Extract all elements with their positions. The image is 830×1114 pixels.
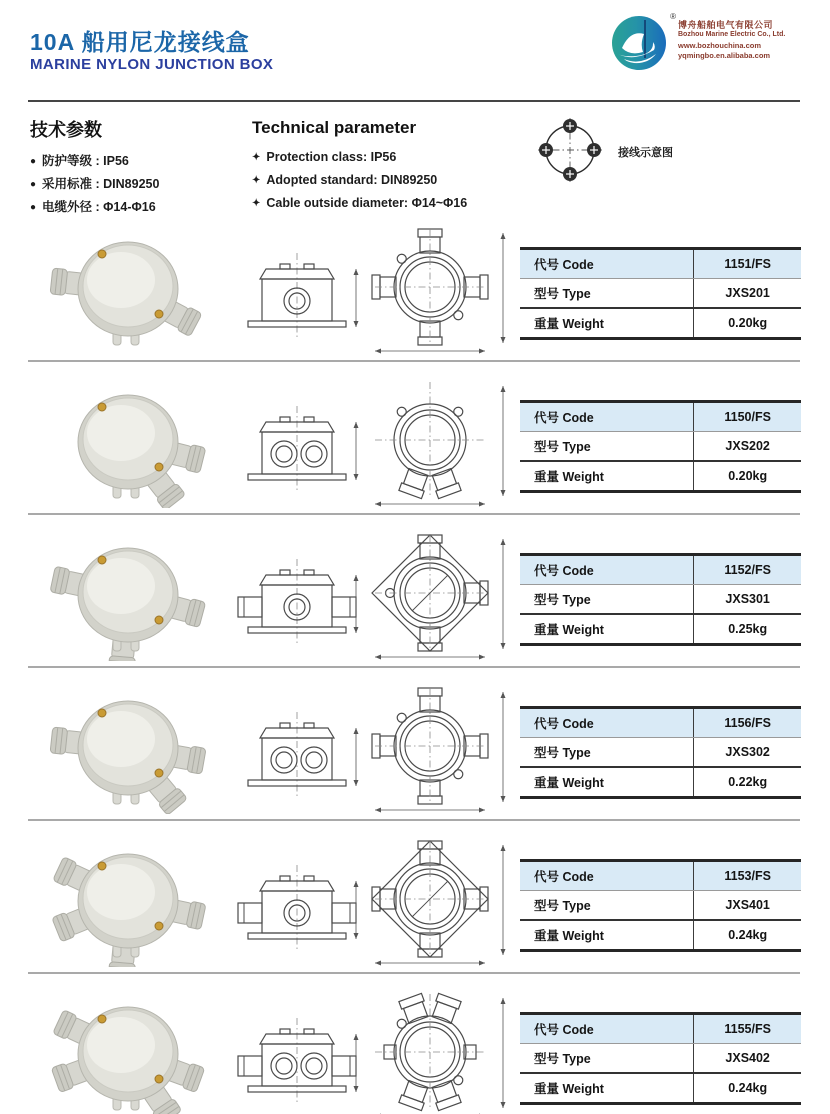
tech-params-english xyxy=(252,118,467,215)
dot-bullet-icon: ● xyxy=(30,179,37,190)
weight-value: 0.20kg xyxy=(728,316,768,330)
product-row xyxy=(0,668,830,821)
weight-label: 重量 Weight xyxy=(520,308,694,339)
param-item xyxy=(252,146,467,169)
page-title-english: MARINE NYLON JUNCTION BOX xyxy=(30,56,274,73)
diamond-bullet-icon: ✦ xyxy=(252,152,261,163)
weight-label: 重量 Weight xyxy=(520,614,694,645)
type-value: JXS401 xyxy=(694,891,801,921)
company-name-english: Bozhou Marine Electric Co., Ltd. xyxy=(678,31,786,39)
type-label: 型号 Type xyxy=(520,891,694,921)
spec-row-weight xyxy=(520,461,801,492)
product-list xyxy=(0,209,830,1114)
spec-row-type xyxy=(520,585,801,615)
tech-params-heading-cn: 技术参数 xyxy=(30,120,102,140)
company-alibaba-url: yqmingbo.en.alibaba.com xyxy=(678,51,771,61)
product-photo xyxy=(28,990,228,1114)
wiring-schematic-label: 接线示意图 xyxy=(618,147,673,159)
side-view-drawing xyxy=(232,861,362,953)
spec-row-type xyxy=(520,279,801,309)
wiring-schematic-icon xyxy=(536,116,604,189)
code-label: 代号 Code xyxy=(520,861,694,891)
type-value: JXS302 xyxy=(694,738,801,768)
spec-table xyxy=(520,400,801,493)
weight-value: 0.25kg xyxy=(728,622,768,636)
type-label: 型号 Type xyxy=(520,585,694,615)
company-name-chinese: 博舟船舶电气有限公司 xyxy=(678,20,774,30)
spec-table xyxy=(520,706,801,799)
side-view-drawing xyxy=(232,249,362,341)
diamond-bullet-icon: ✦ xyxy=(252,175,261,186)
weight-label: 重量 Weight xyxy=(520,920,694,951)
type-label: 型号 Type xyxy=(520,432,694,462)
side-view-drawing xyxy=(232,402,362,494)
param-item xyxy=(30,150,159,173)
code-value: 1156/FS xyxy=(694,708,801,738)
spec-row-code xyxy=(520,249,801,279)
code-label: 代号 Code xyxy=(520,708,694,738)
code-value: 1151/FS xyxy=(694,249,801,279)
registered-trademark: ® xyxy=(670,12,676,21)
type-label: 型号 Type xyxy=(520,279,694,309)
type-value: JXS301 xyxy=(694,585,801,615)
type-value: JXS201 xyxy=(694,279,801,309)
spec-table xyxy=(520,553,801,646)
code-value: 1152/FS xyxy=(694,555,801,585)
dot-bullet-icon: ● xyxy=(30,156,37,167)
side-view-drawing xyxy=(232,555,362,647)
side-view-drawing xyxy=(232,708,362,800)
page-title-chinese: 10A 船用尼龙接线盒 xyxy=(30,29,250,55)
spec-table xyxy=(520,247,801,340)
header-divider xyxy=(28,100,800,102)
code-label: 代号 Code xyxy=(520,1014,694,1044)
sailboat-logo-icon xyxy=(610,12,676,80)
code-label: 代号 Code xyxy=(520,249,694,279)
weight-value: 0.24kg xyxy=(728,928,768,942)
weight-label: 重量 Weight xyxy=(520,461,694,492)
spec-row-type xyxy=(520,738,801,768)
product-photo xyxy=(28,531,228,661)
tech-params-heading-en: Technical parameter xyxy=(252,118,417,137)
top-view-drawing xyxy=(355,990,515,1114)
top-view-drawing xyxy=(355,225,515,355)
logo-text-block xyxy=(678,14,785,61)
diamond-bullet-icon: ✦ xyxy=(252,198,261,209)
spec-row-weight xyxy=(520,308,801,339)
side-view-drawing xyxy=(232,1014,362,1106)
param-item xyxy=(252,169,467,192)
top-view-drawing xyxy=(355,684,515,814)
spec-row-code xyxy=(520,708,801,738)
spec-row-weight xyxy=(520,614,801,645)
type-label: 型号 Type xyxy=(520,1044,694,1074)
param-standard-en: Adopted standard: DIN89250 xyxy=(266,173,438,187)
product-photo xyxy=(28,684,228,814)
code-label: 代号 Code xyxy=(520,402,694,432)
product-photo xyxy=(28,225,228,355)
spec-row-code xyxy=(520,402,801,432)
weight-value: 0.20kg xyxy=(728,469,768,483)
spec-table xyxy=(520,859,801,952)
product-row xyxy=(0,209,830,362)
code-value: 1153/FS xyxy=(694,861,801,891)
weight-label: 重量 Weight xyxy=(520,1073,694,1104)
code-value: 1155/FS xyxy=(694,1014,801,1044)
spec-row-type xyxy=(520,891,801,921)
code-label: 代号 Code xyxy=(520,555,694,585)
spec-row-code xyxy=(520,861,801,891)
spec-row-weight xyxy=(520,767,801,798)
product-row xyxy=(0,362,830,515)
type-label: 型号 Type xyxy=(520,738,694,768)
product-row xyxy=(0,821,830,974)
code-value: 1150/FS xyxy=(694,402,801,432)
spec-row-code xyxy=(520,1014,801,1044)
weight-label: 重量 Weight xyxy=(520,767,694,798)
top-view-drawing xyxy=(355,531,515,661)
type-value: JXS202 xyxy=(694,432,801,462)
dot-bullet-icon: ● xyxy=(30,202,37,213)
param-diameter-cn: 电缆外径 : Φ14-Φ16 xyxy=(42,200,156,214)
company-logo xyxy=(610,14,785,80)
product-photo xyxy=(28,837,228,967)
product-row xyxy=(0,515,830,668)
spec-row-weight xyxy=(520,920,801,951)
product-photo xyxy=(28,378,228,508)
spec-row-weight xyxy=(520,1073,801,1104)
top-view-drawing xyxy=(355,837,515,967)
param-item xyxy=(30,173,159,196)
param-standard-cn: 采用标准 : DIN89250 xyxy=(42,177,160,191)
weight-value: 0.22kg xyxy=(728,775,768,789)
spec-table xyxy=(520,1012,801,1105)
spec-row-code xyxy=(520,555,801,585)
spec-row-type xyxy=(520,1044,801,1074)
tech-params-chinese xyxy=(30,116,159,219)
type-value: JXS402 xyxy=(694,1044,801,1074)
top-view-drawing xyxy=(355,378,515,508)
param-protection-en: Protection class: IP56 xyxy=(266,150,397,164)
product-row xyxy=(0,974,830,1114)
spec-row-type xyxy=(520,432,801,462)
weight-value: 0.24kg xyxy=(728,1081,768,1095)
param-diameter-en: Cable outside diameter: Φ14~Φ16 xyxy=(266,196,468,210)
company-website: www.bozhouchina.com xyxy=(678,41,762,50)
param-protection-cn: 防护等级 : IP56 xyxy=(42,154,129,168)
